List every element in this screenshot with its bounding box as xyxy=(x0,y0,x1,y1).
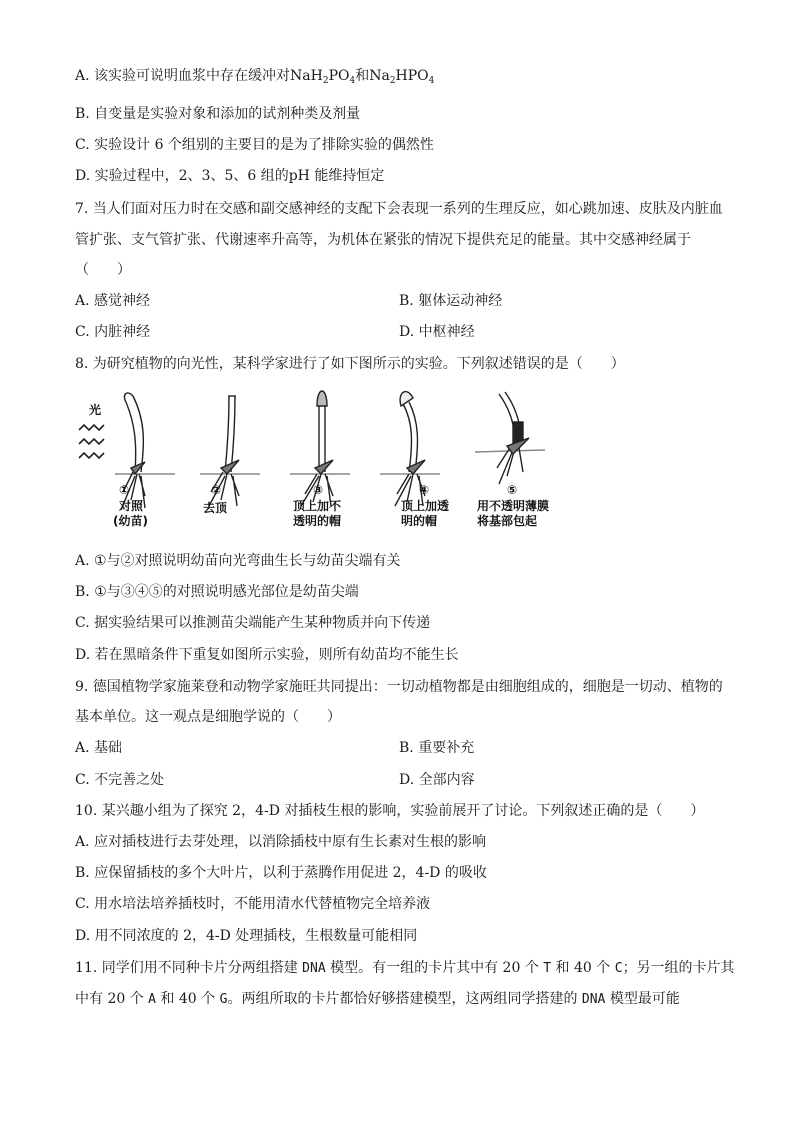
seedling-3-label-a: 顶上加不 xyxy=(293,499,342,513)
seedling-4-label-a: 顶上加透 xyxy=(401,499,450,513)
q8-stem: 8. 为研究植物的向光性，某科学家进行了如下图所示的实验。下列叙述错误的是（ ） xyxy=(75,356,625,372)
q9-option-b: B. 重要补充 xyxy=(399,740,475,756)
q7-stem-line1: 7. 当人们面对压力时在交感和副交感神经的支配下会表现一系列的生理反应，如心跳加速、皮肤及内脏血 xyxy=(75,201,723,217)
seedling-5-label-b: 将基部包起 xyxy=(477,514,538,528)
q8-option-a: A. ①与②对照说明幼苗向光弯曲生长与幼苗尖端有关 xyxy=(75,553,401,569)
seedling-3-label-b: 透明的帽 xyxy=(293,514,342,528)
seedling-1-label-a: 对照 xyxy=(119,499,144,513)
q6-option-a: A. 该实验可说明血浆中存在缓冲对$NaH_2PO_4$和$Na_2HPO_4$ xyxy=(75,68,435,86)
seedling-5-label-a: 用不透明薄膜 xyxy=(477,499,550,513)
q9-option-a: A. 基础 xyxy=(75,740,123,756)
q10-option-c: C. 用水培法培养插枝时，不能用清水代替植物完全培养液 xyxy=(75,896,431,912)
q7-stem-line2: 管扩张、支气管扩张、代谢速率升高等，为机体在紧张的情况下提供充足的能量。其中交感神经属于 xyxy=(75,232,691,248)
seedling-1-number: ① xyxy=(119,483,130,497)
q9-option-c: C. 不完善之处 xyxy=(75,772,165,788)
q10-option-d: D. 用不同浓度的 2，4-D 处理插枝，生根数量可能相同 xyxy=(75,928,418,944)
q6-option-c: C. 实验设计 6 个组别的主要目的是为了排除实验的偶然性 xyxy=(75,137,434,153)
q7-option-d: D. 中枢神经 xyxy=(399,324,475,340)
q9-stem-line2: 基本单位。这一观点是细胞学说的（ ） xyxy=(75,709,341,725)
seedling-5 xyxy=(497,392,529,484)
q7-option-c: C. 内脏神经 xyxy=(75,324,151,340)
seedling-diagram xyxy=(75,382,555,532)
seedling-1-label-b: (幼苗) xyxy=(113,514,148,528)
q10-option-b: B. 应保留插枝的多个大叶片，以利于蒸腾作用促进 2，4-D 的吸收 xyxy=(75,865,487,881)
q8-option-c: C. 据实验结果可以推测苗尖端能产生某种物质并向下传递 xyxy=(75,615,431,631)
seedling-2-number: ② xyxy=(211,483,222,497)
q7-option-a: A. 感觉神经 xyxy=(75,293,151,309)
q9-stem-line1: 9. 德国植物学家施莱登和动物学家施旺共同提出：一切动植物都是由细胞组成的，细胞是一切动、植物的 xyxy=(75,679,723,695)
q8-option-b: B. ①与③④⑤的对照说明感光部位是幼苗尖端 xyxy=(75,584,359,600)
q11-stem-line1: 11. 同学们用不同种卡片分两组搭建 DNA 模型。有一组的卡片其中有 20 个 T 和 40 个 C；另一组的卡片其 xyxy=(75,960,735,976)
q8-option-d: D. 若在黑暗条件下重复如图所示实验，则所有幼苗均不能生长 xyxy=(75,647,459,663)
light-rays-icon xyxy=(79,425,104,458)
q10-stem: 10. 某兴趣小组为了探究 2，4-D 对插枝生根的影响，实验前展开了讨论。下列叙述正确的是（ ） xyxy=(75,803,705,819)
q10-option-a: A. 应对插枝进行去芽处理，以消除插枝中原有生长素对生根的影响 xyxy=(75,834,487,850)
q9-option-d: D. 全部内容 xyxy=(399,772,475,788)
light-label: 光 xyxy=(89,403,102,417)
q6-option-b: B. 自变量是实验对象和添加的试剂种类及剂量 xyxy=(75,106,361,122)
q7-option-b: B. 躯体运动神经 xyxy=(399,293,503,309)
seedling-4-number: ④ xyxy=(419,483,430,497)
seedling-2-label-a: 去顶 xyxy=(203,501,228,515)
seedling-4-label-b: 明的帽 xyxy=(401,514,438,528)
seedling-3-number: ③ xyxy=(313,483,324,497)
q6-option-d: D. 实验过程中，2、3、5、6 组的pH 能维持恒定 xyxy=(75,168,385,184)
q7-stem-line3: （ ） xyxy=(75,262,131,278)
q11-stem-line2: 中有 20 个 A 和 40 个 G。两组所取的卡片都恰好够搭建模型，这两组同学搭建的 DNA 模型最可能 xyxy=(75,991,680,1007)
phototropism-figure xyxy=(75,382,555,532)
seedling-5-number: ⑤ xyxy=(507,483,518,497)
